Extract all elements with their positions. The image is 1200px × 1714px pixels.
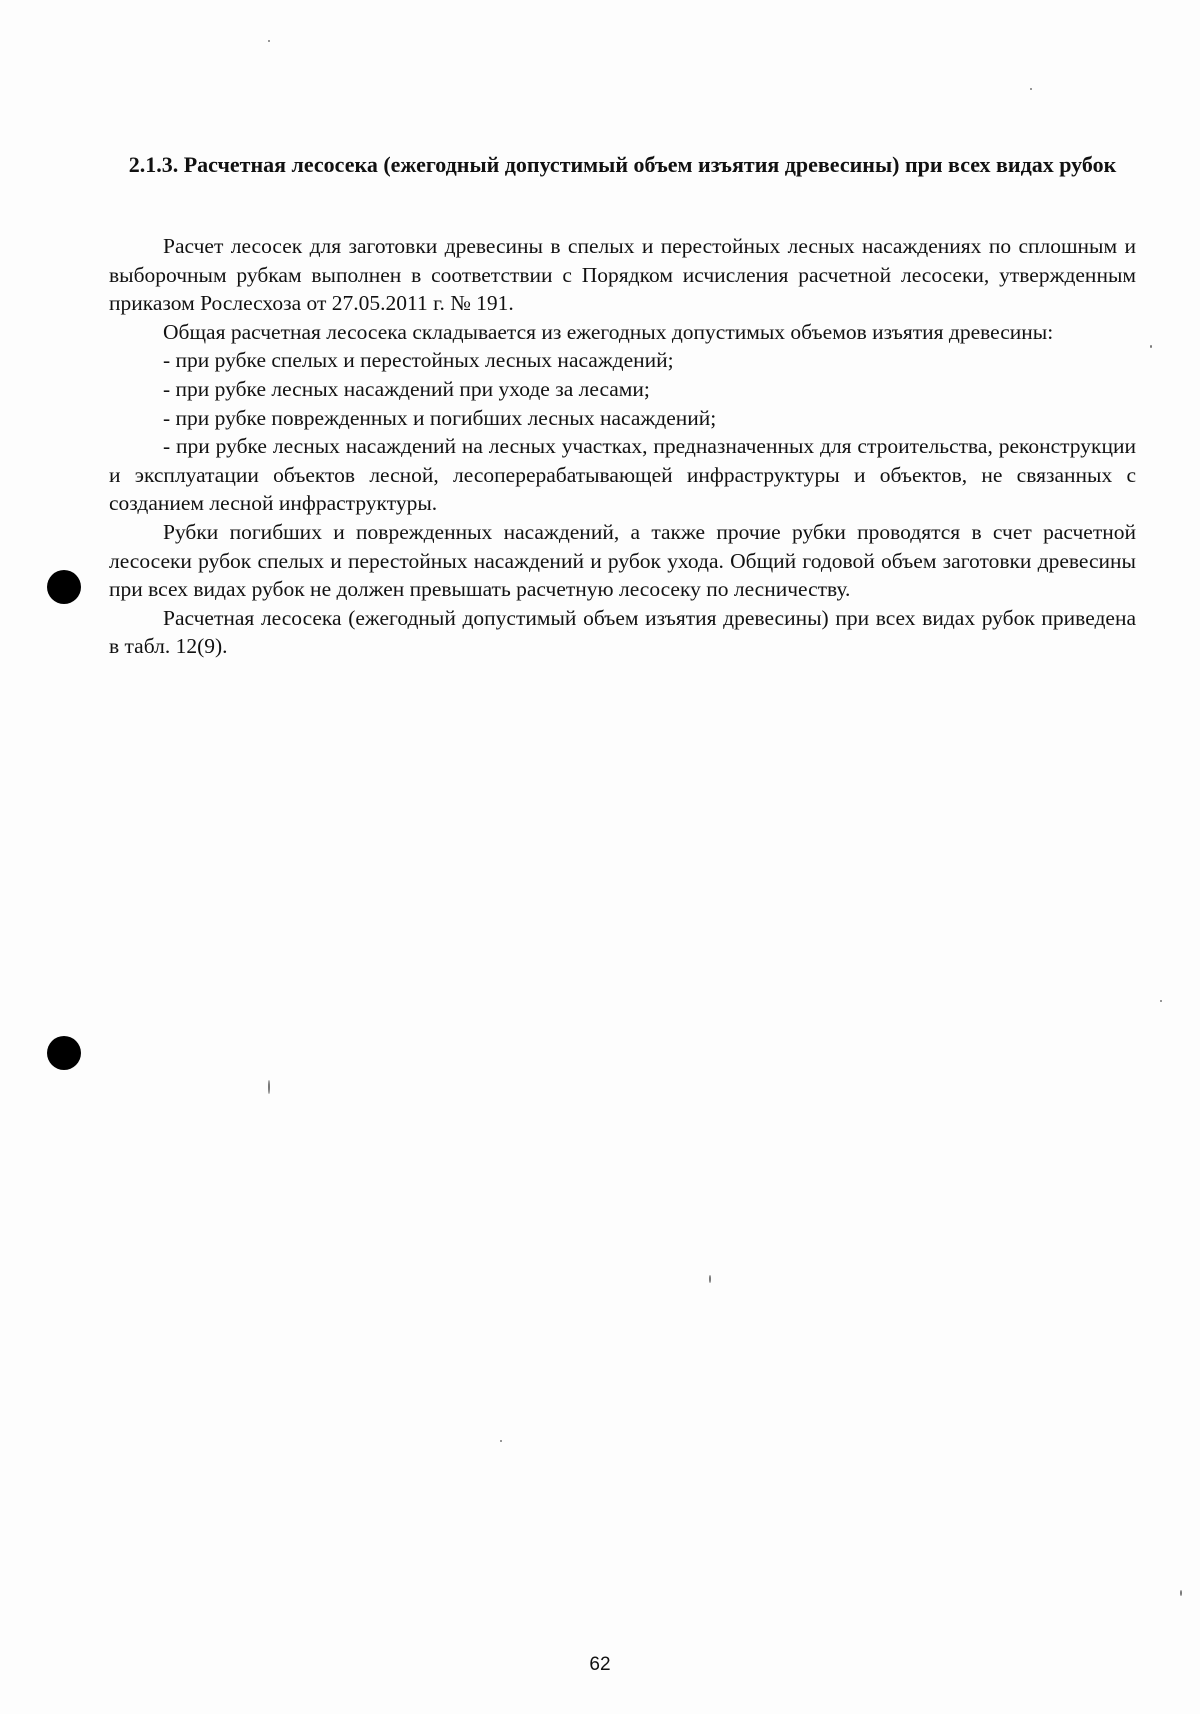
paragraph-dead-stands: Рубки погибших и поврежденных насаждений, а также прочие рубки проводятся в счет расчетной лесосеки рубок спелых и перестойных насаждений и рубок ухода. Общий годовой объем заготовки древесины при всех видах рубок не должен превышать расчетную лесосеку по лесничеству. [109, 519, 1136, 602]
scan-speck [1180, 1590, 1182, 1596]
scan-speck [1030, 88, 1032, 90]
page-number: 62 [589, 1654, 611, 1675]
paragraph-total: Общая расчетная лесосека складывается из ежегодных допустимых объемов изъятия древесины: [163, 319, 1054, 344]
scan-speck [268, 1080, 270, 1094]
scan-speck [500, 1440, 502, 1442]
paragraph-table-ref: Расчетная лесосека (ежегодный допустимый объем изъятия древесины) при всех видах рубок приведена в табл. 12(9). [109, 605, 1136, 659]
list-item-damaged: - при рубке поврежденных и погибших лесных насаждений; [163, 405, 717, 430]
scan-speck [268, 40, 270, 42]
list-item-construction: - при рубке лесных насаждений на лесных участках, предназначенных для строительства, реконструкции и эксплуатации объектов лесной, лесоперерабатывающей инфраструктуры и объектов, не связанных с созданием лесной инфраструктуры. [109, 434, 1136, 516]
list-item-mature: - при рубке спелых и перестойных лесных насаждений; [163, 348, 674, 373]
section-heading: 2.1.3. Расчетная лесосека (ежегодный допустимый объем изъятия древесины) при всех видах рубок [128, 152, 1117, 177]
scan-speck [1160, 1000, 1162, 1002]
scan-speck [1150, 345, 1152, 348]
body-text [109, 232, 1136, 661]
paragraph-intro: Расчет лесосек для заготовки древесины в спелых и перестойных лесных насаждениях по сплошным и выборочным рубкам выполнен в соответствии с Порядком исчисления расчетной лесосеки, утвержденным приказом Рослесхоза от 27.05.2011 г. № 191. [109, 234, 1136, 316]
scan-speck [709, 1275, 711, 1283]
punch-hole-top [47, 570, 81, 604]
punch-hole-bottom [47, 1036, 81, 1070]
list-item-care: - при рубке лесных насаждений при уходе за лесами; [163, 376, 650, 401]
